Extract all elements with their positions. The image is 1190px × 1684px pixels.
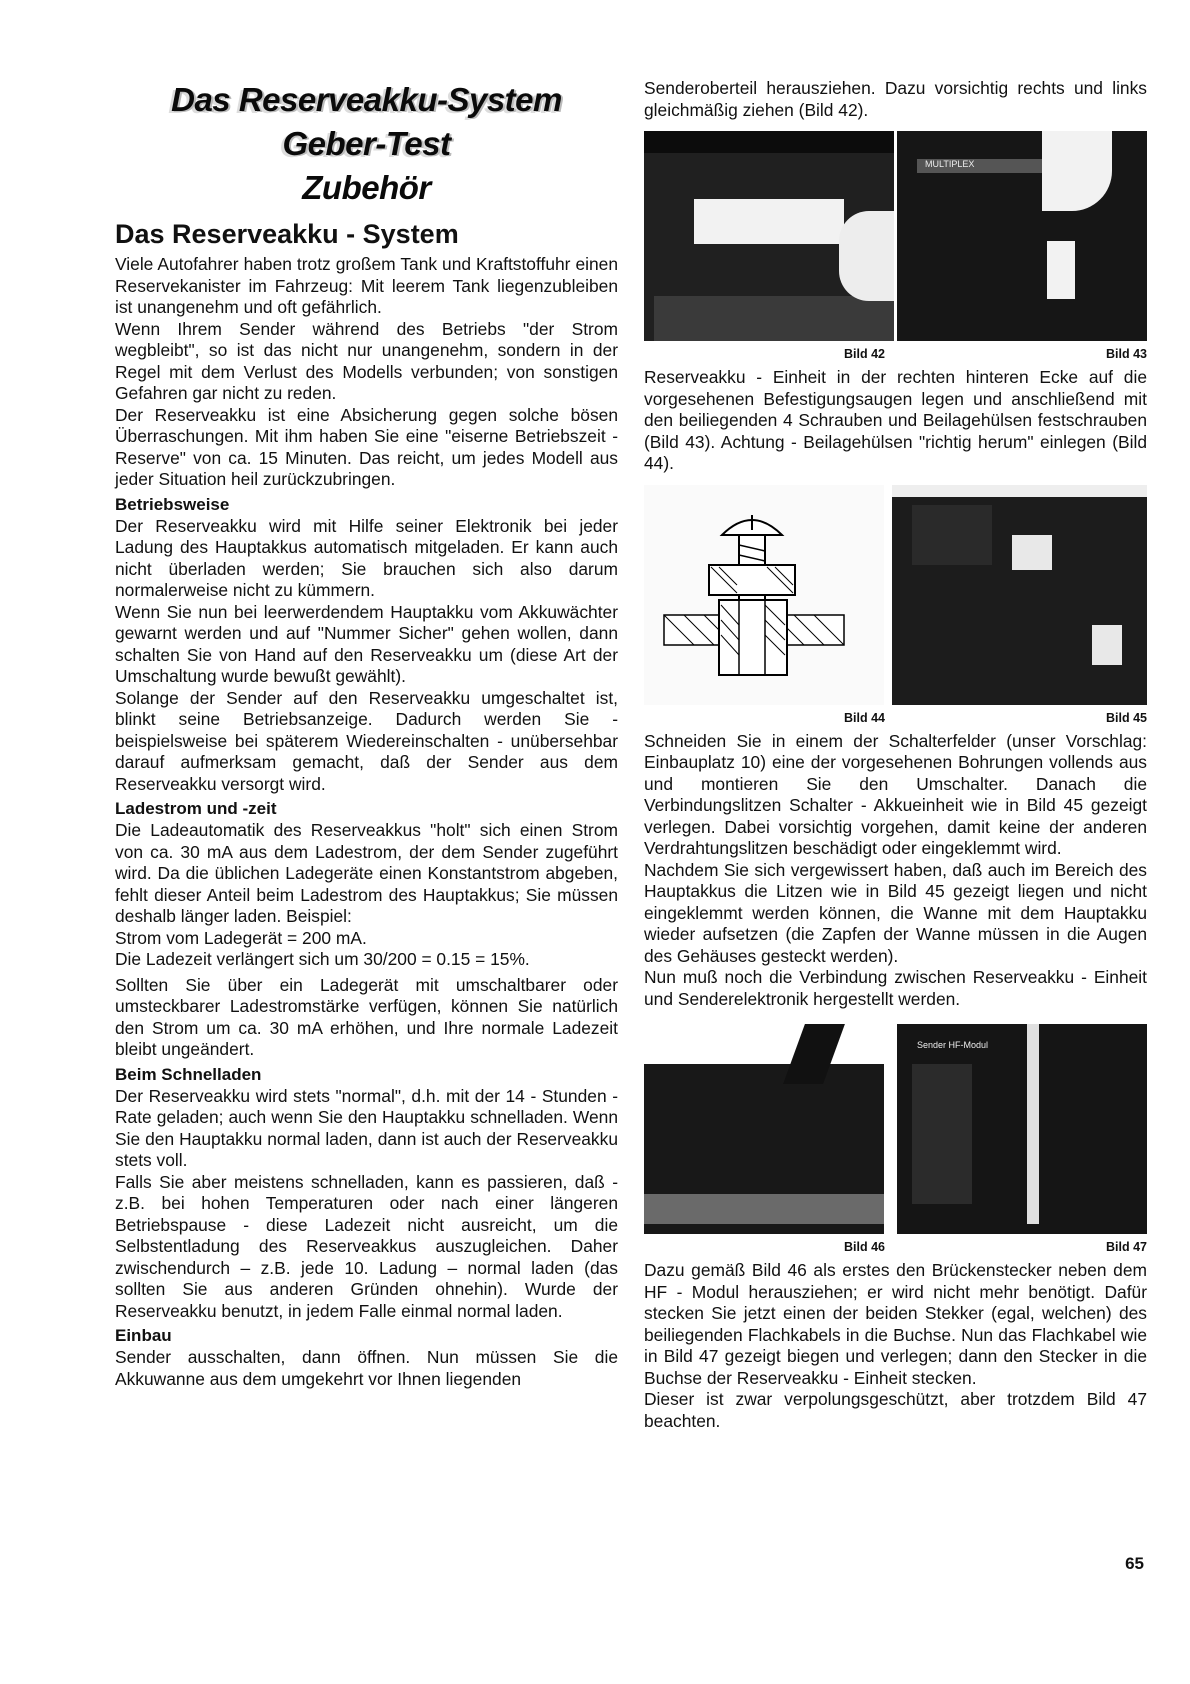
caption-row-46-47 (644, 1240, 1147, 1254)
paragraph: Nun muß noch die Verbindung zwischen Reserveakku - Einheit und Senderelektronik hergestellt werden. (644, 967, 1147, 1009)
photo-bild-45 (892, 485, 1147, 705)
paragraph: Falls Sie aber meistens schnelladen, kann es passieren, daß - z.B. bei hohen Temperaturen oder nach einer längeren Betriebspause - diese Ladezeit nicht ausreicht, um die Selbstentladung des Reserveakkus auszugleichen. Daher zwischendurch – z.B. jede 10. Ladung – normal laden (das sollten Sie aus anderen Gründen ohnehin). Wurde der Reserveakku benutzt, in jedem Falle einmal normal laden. (115, 1171, 618, 1321)
paragraph: Sender ausschalten, dann öffnen. Nun müssen Sie die Akkuwanne aus dem umgekehrt vor Ihnen liegenden (115, 1347, 618, 1389)
paragraph: Solange der Sender auf den Reserveakku umgeschaltet ist, blinkt seine Betriebsanzeige. Dadurch werden Sie - beispielsweise bei späterem Wiedereinschalten - unübersehbar darauf aufmerksam gemacht, daß der Sender aus dem Reserveakku versorgt wird. (115, 687, 618, 794)
paragraph: Dieser ist zwar verpolungsgeschützt, aber trotzdem Bild 47 beachten. (644, 1389, 1147, 1431)
right-column (644, 78, 1147, 1432)
subheading-betriebsweise: Betriebsweise (115, 494, 230, 514)
paragraph: Der Reserveakku ist eine Absicherung gegen solche bösen Überraschungen. Mit ihm haben Sie eine "eiserne Betriebszeit - Reserve" von ca. 15 Minuten. Das reicht, um jedes Modell aus jeder Situation heil zurückzubringen. (115, 404, 618, 489)
paragraph: Strom vom Ladegerät = 200 mA. (115, 927, 367, 948)
caption-bild-45: Bild 45 (1106, 710, 1147, 725)
paragraph: Dazu gemäß Bild 46 als erstes den Brückenstecker neben dem HF - Modul herausziehen; er wird nicht mehr benötigt. Dafür stecken Sie jetzt einen der beiden Stekker (egal, welchen) des beiliegenden Flachkabels in die Buchse. Nun das Flachkabel wie in Bild 47 gezeigt biegen und verlegen; dann den Stecker in die Buchse der Reserveakku - Einheit stecken. (644, 1260, 1147, 1388)
paragraph: Senderoberteil herausziehen. Dazu vorsichtig rechts und links gleichmäßig ziehen (Bild 42). (644, 78, 1147, 120)
caption-bild-46: Bild 46 (844, 1240, 885, 1254)
paragraph: Viele Autofahrer haben trotz großem Tank und Kraftstoffuhr einen Reservekanister im Fahrzeug: Mit leerem Tank liegenzubleiben ist unangenehm und oft gefährlich. (115, 254, 618, 317)
caption-bild-43: Bild 43 (1106, 347, 1147, 361)
page-number: 65 (1125, 1554, 1144, 1573)
caption-bild-44: Bild 44 (844, 710, 885, 725)
paragraph: Nachdem Sie sich vergewissert haben, daß auch im Bereich des Hauptakkus die Litzen wie in Bild 45 gezeigt liegen und nicht eingeklemmt werden können, die Wanne mit dem Hauptakku wieder aufsetzen (die Zapfen der Wanne müssen in die Augen des Gehäuses gesteckt werden). (644, 859, 1147, 966)
photo-row-42-43 (644, 131, 1147, 341)
header-line-3: Zubehör (302, 169, 431, 206)
paragraph: Reserveakku - Einheit in der rechten hinteren Ecke auf die vorgesehenen Befestigungsaugen legen und anschließend mit den beiliegenden 4 Schrauben und Beilagehülsen festschrauben (Bild 43). Achtung - Beilagehülsen "richtig herum" einlegen (Bild 44). (644, 367, 1147, 473)
paragraph: Die Ladeautomatik des Reserveakkus "holt" sich einen Strom von ca. 30 mA aus dem Ladestrom, der dem Sender zugeführt wird. Da die üblichen Ladegeräte einen Konstantstrom abgeben, fehlt dieser Anteil beim Ladestrom des Hauptakkus; Sie müssen deshalb länger laden. Beispiel: (115, 820, 618, 926)
paragraph: Wenn Sie nun bei leerwerdendem Hauptakku vom Akkuwächter gewarnt werden und auf "Nummer Sicher" gehen wollen, dann schalten Sie von Hand auf den Reserveakku um (diese Art der Umschaltung wurde bewußt gewählt). (115, 601, 618, 686)
paragraph: Der Reserveakku wird mit Hilfe seiner Elektronik bei jeder Ladung des Hauptakkus automatisch mitgeladen. Er kann auch nicht überladen werden; Sie brauchen sich also darum normalerweise nicht zu kümmern. (115, 515, 618, 600)
photo-bild-42 (644, 131, 894, 341)
screw-diagram (644, 485, 884, 705)
section-title: Das Reserveakku - System (115, 219, 459, 249)
photo-bild-47 (897, 1024, 1147, 1234)
subheading-einbau: Einbau (115, 1326, 172, 1345)
header-block (115, 78, 618, 210)
photo-bild-46 (644, 1024, 884, 1234)
paragraph: Schneiden Sie in einem der Schalterfelder (unser Vorschlag: Einbauplatz 10) eine der vorgesehenen Bohrungen vollends aus und montieren Sie den Umschalter. Danach die Verbindungslitzen Schalter - Akkueinheit wie in Bild 45 gezeigt verlegen. Dabei vorsichtig vorgehen, damit keine der anderen Verdrahtungslitzen beschädigt oder eingeklemmt wird. (644, 730, 1147, 858)
subheading-schnelladen: Beim Schnelladen (115, 1064, 262, 1084)
left-column (115, 78, 618, 1390)
caption-bild-47: Bild 47 (1106, 1240, 1147, 1254)
header-line-2: Geber-Test (282, 125, 451, 162)
multiplex-label: MULTIPLEX (925, 159, 975, 169)
caption-bild-42: Bild 42 (844, 347, 885, 361)
hf-modul-label: Sender HF-Modul (917, 1040, 989, 1050)
paragraph: Wenn Ihrem Sender während des Betriebs "der Strom wegbleibt", so ist das nicht nur unangenehm, sondern in der Regel mit dem Verlust des Modells verbunden; von sonstigen Gefahren gar nicht zu reden. (115, 318, 618, 403)
photo-bild-43 (897, 131, 1147, 341)
paragraph: Der Reserveakku wird stets "normal", d.h. mit der 14 - Stunden - Rate geladen; auch wenn Sie den Hauptakku schnelladen. Wenn Sie den Hauptakku normal laden, dann ist auch der Reserveakku stets voll. (115, 1085, 618, 1170)
header-line-1: Das Reserveakku-System (171, 81, 562, 118)
photo-row-44-45 (644, 485, 1147, 705)
paragraph: Sollten Sie über ein Ladegerät mit umschaltbarer oder umsteckbarer Ladestromstärke verfügen, können Sie natürlich den Strom um ca. 30 mA erhöhen, und Ihre normale Ladezeit bleibt ungeändert. (115, 974, 618, 1059)
subheading-ladestrom: Ladestrom und -zeit (115, 799, 277, 818)
paragraph: Die Ladezeit verlängert sich um 30/200 = 0.15 = 15%. (115, 949, 530, 969)
caption-row-42-43 (644, 347, 1147, 361)
caption-row-44-45 (644, 711, 1147, 725)
photo-row-46-47 (644, 1024, 1147, 1234)
diagram-bild-44 (644, 485, 884, 705)
